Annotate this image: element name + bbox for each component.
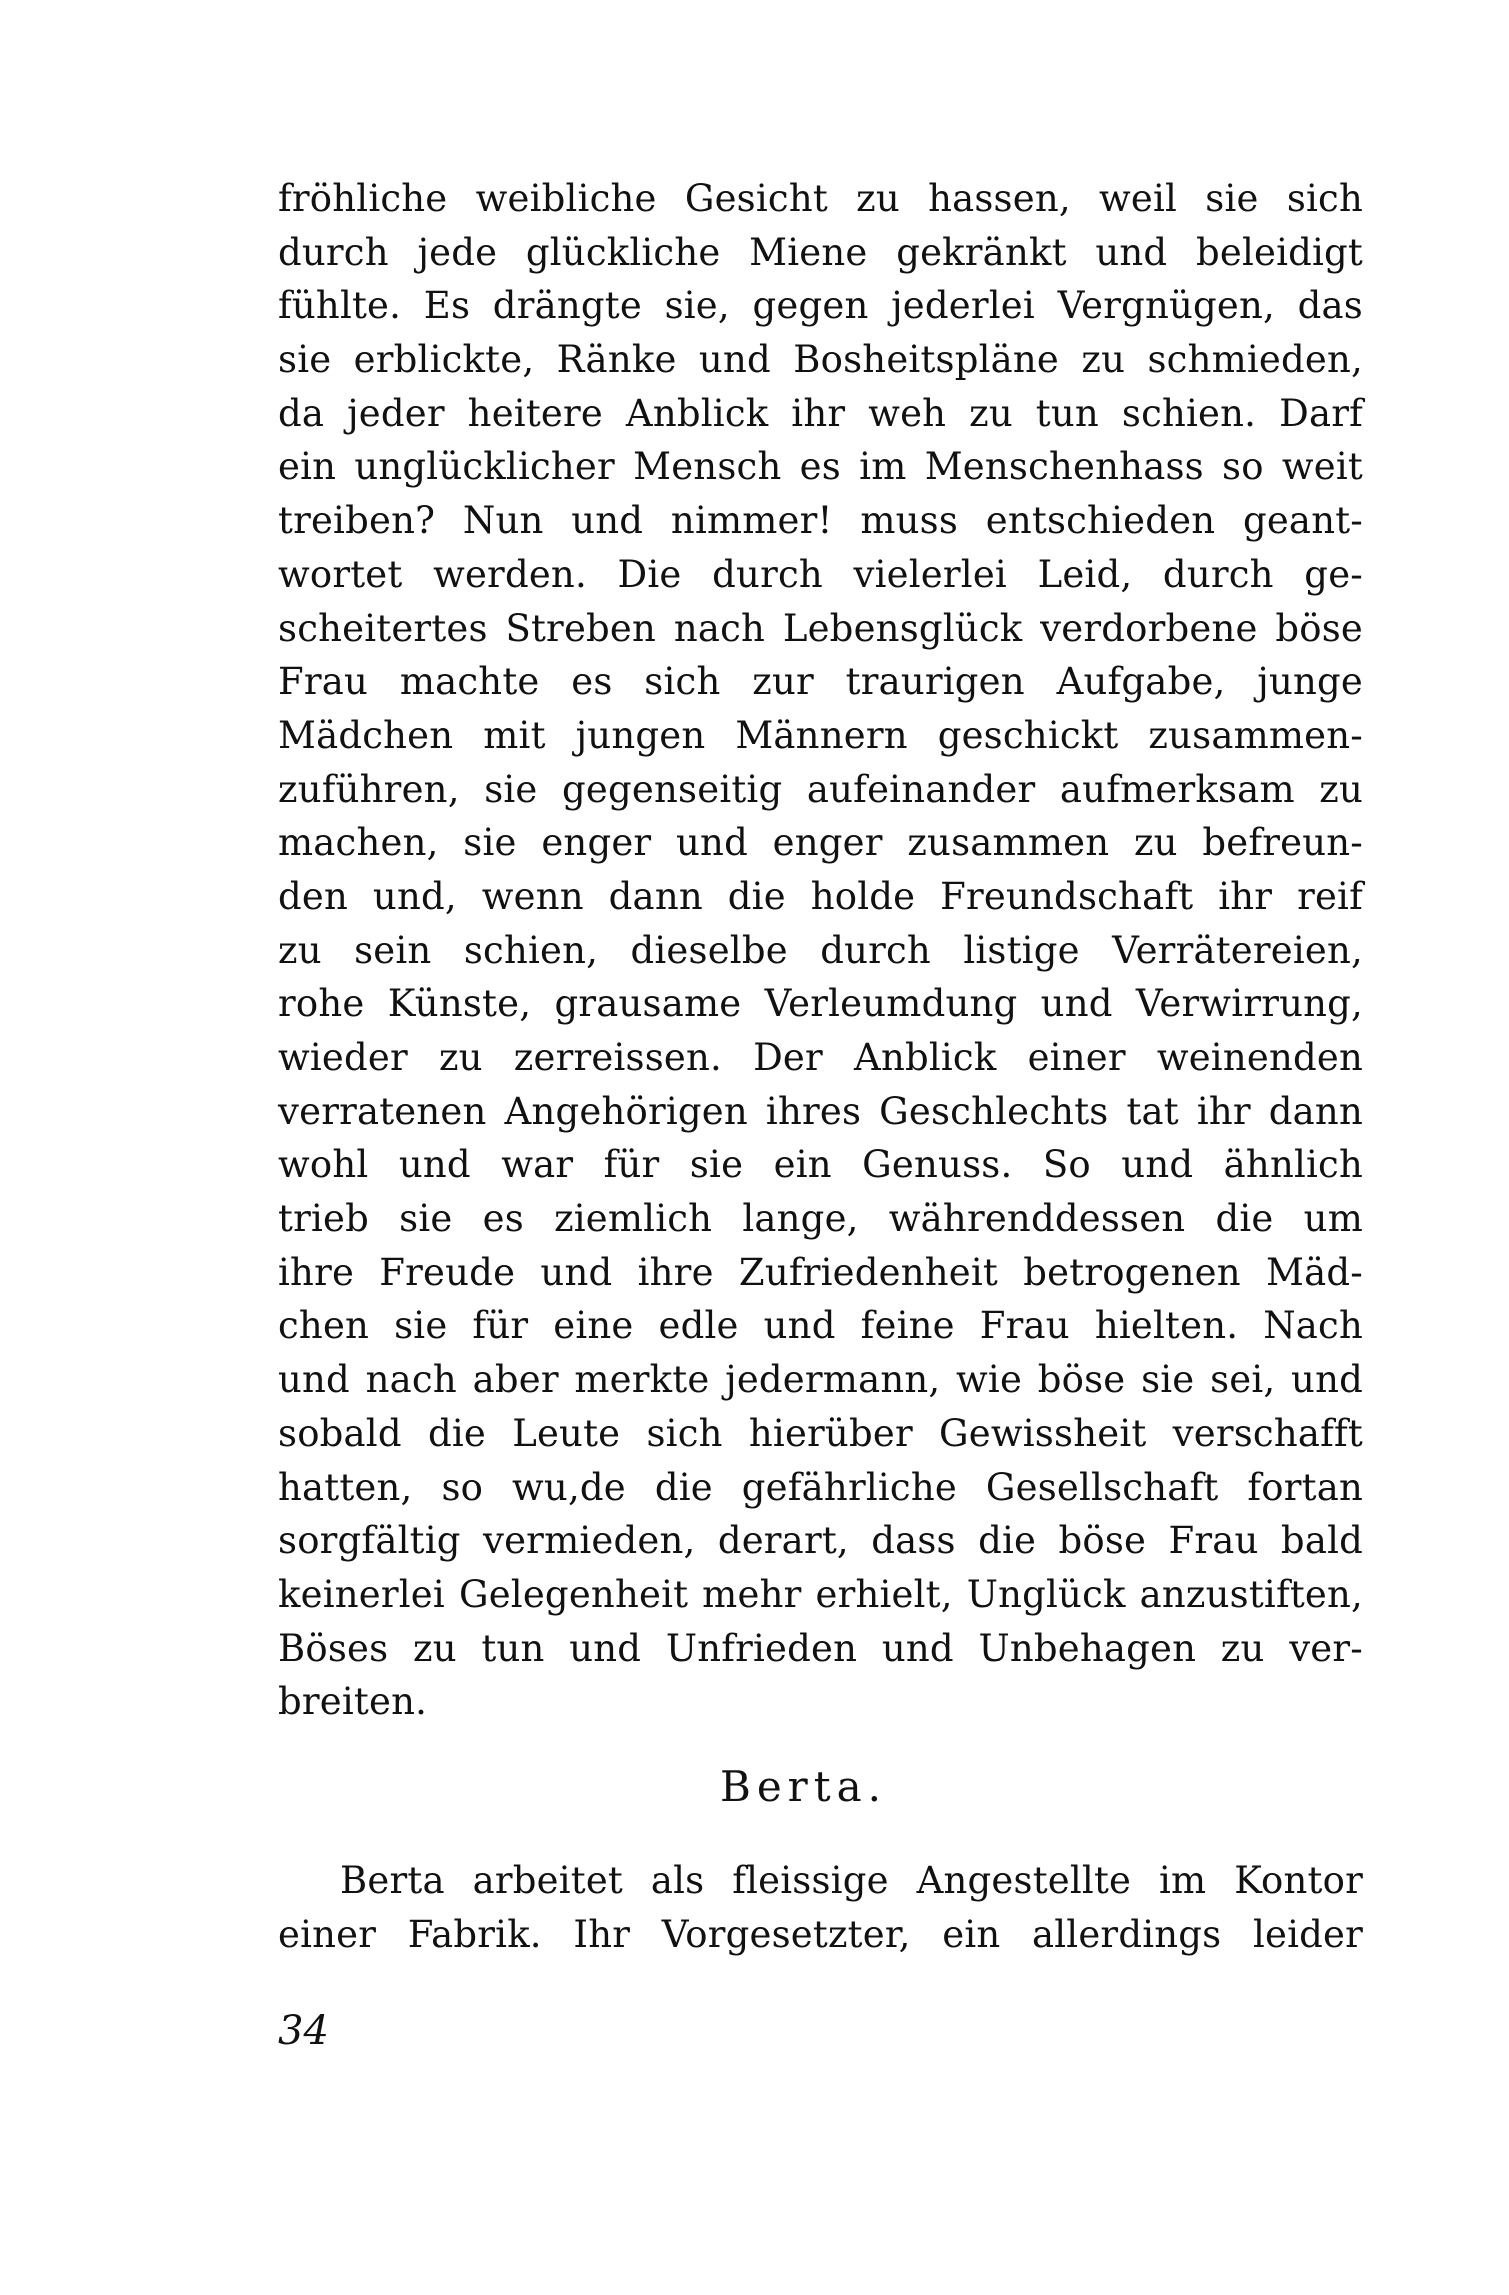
text-line: sorgfältig vermieden, derart, dass die böse Frau bald (278, 1519, 1363, 1563)
section-heading: Berta. (719, 1762, 888, 1811)
text-line: sobald die Leute sich hierüber Gewissheit verschafft (278, 1411, 1363, 1455)
text-line: wohl und war für sie ein Genuss. So und ähnlich (278, 1143, 1363, 1187)
text-line: zuführen, sie gegenseitig aufeinander aufmerksam zu (278, 767, 1363, 811)
text-line: trieb sie es ziemlich lange, währenddessen die um (278, 1197, 1363, 1241)
text-line: den und, wenn dann die holde Freundschaft ihr reif (278, 874, 1363, 918)
text-line: wieder zu zerreissen. Der Anblick einer weinenden (278, 1036, 1363, 1079)
text-line: Mädchen mit jungen Männern geschickt zusammen- (278, 713, 1363, 757)
text-line: sie erblickte, Ränke und Bosheitspläne zu schmieden, (278, 338, 1363, 382)
text-line: wortet werden. Die durch vielerlei Leid, durch ge- (278, 552, 1363, 596)
paragraph-2 (278, 1854, 1363, 1961)
text-line: chen sie für eine edle und feine Frau hielten. Nach (278, 1304, 1363, 1348)
text-line: fröhliche weibliche Gesicht zu hassen, weil sie sich (278, 177, 1363, 220)
text-line: Böses zu tun und Unfrieden und Unbehagen zu ver- (278, 1626, 1363, 1670)
text-line: einer Fabrik. Ihr Vorgesetzter, ein allerdings leider (278, 1912, 1363, 1956)
text-line: und nach aber merkte jedermann, wie böse sie sei, und (278, 1358, 1363, 1402)
text-line: breiten. (278, 1680, 428, 1724)
text-line: fühlte. Es drängte sie, gegen jederlei Vergnügen, das (278, 284, 1363, 328)
text-line: Frau machte es sich zur traurigen Aufgabe, junge (278, 660, 1363, 704)
text-line: Berta arbeitet als fleissige Angestellte im Kontor (340, 1859, 1363, 1902)
text-line: ihre Freude und ihre Zufriedenheit betrogenen Mäd- (278, 1250, 1363, 1294)
text-line: keinerlei Gelegenheit mehr erhielt, Unglück anzustiften, (278, 1572, 1363, 1616)
text-line: zu sein schien, dieselbe durch listige Verrätereien, (278, 928, 1363, 972)
text-line: durch jede glückliche Miene gekränkt und beleidigt (278, 230, 1363, 274)
text-line: treiben? Nun und nimmer! muss entschieden geant- (278, 499, 1363, 543)
text-line: scheitertes Streben nach Lebensglück verdorbene böse (278, 606, 1363, 650)
text-line: machen, sie enger und enger zusammen zu befreun- (278, 821, 1363, 865)
text-line: rohe Künste, grausame Verleumdung und Verwirrung, (278, 982, 1363, 1026)
text-line: da jeder heitere Anblick ihr weh zu tun schien. Darf (278, 391, 1363, 435)
text-line: ein unglücklicher Mensch es im Menschenhass so weit (278, 445, 1363, 489)
text-line: verratenen Angehörigen ihres Geschlechts tat ihr dann (278, 1089, 1363, 1133)
page-number: 34 (278, 2008, 329, 2054)
paragraph-1 (278, 172, 1363, 1729)
text-line: hatten, so wu,de die gefährliche Gesellschaft fortan (278, 1465, 1363, 1509)
